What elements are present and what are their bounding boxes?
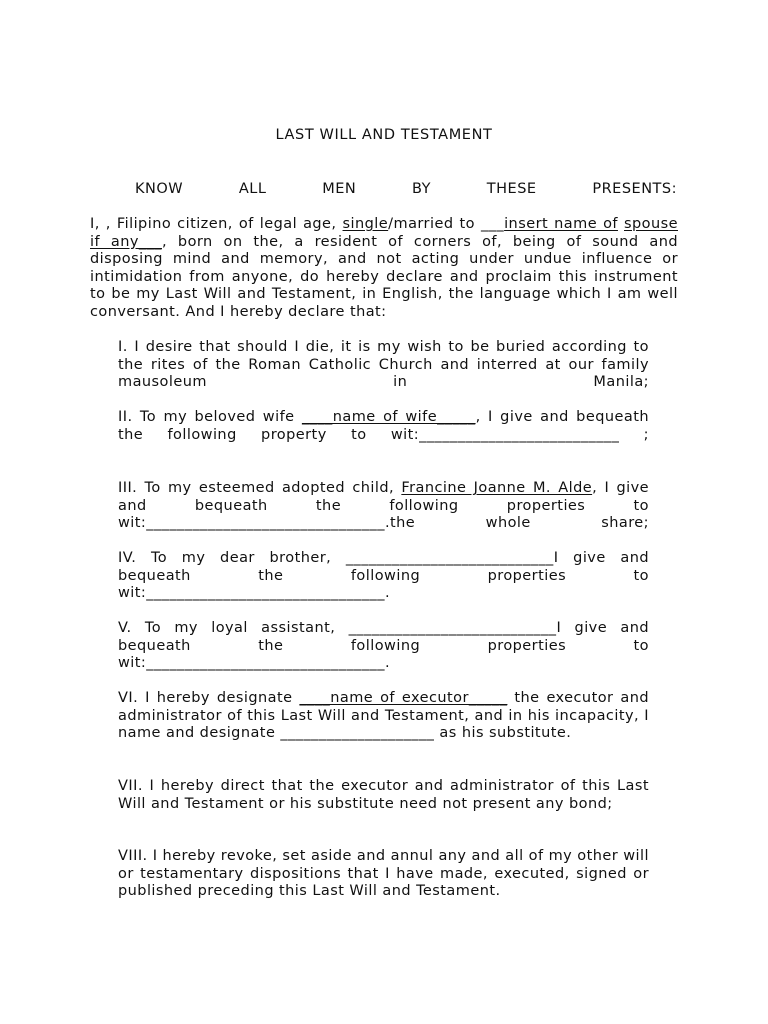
spouse-blank: spouse if any___	[90, 216, 678, 250]
know-word: KNOW	[135, 181, 184, 197]
item-text: VIII. I hereby revoke, set aside and annul any and all of my other will or testamentary dispositions that I have made, executed, signed or published preceding this Last Will and Testament.	[118, 848, 649, 899]
item-viii	[118, 848, 649, 901]
item-iv	[118, 550, 649, 603]
intro-text: , born on the, a resident of corners of, being of sound and disposing mind and memory, and not acting under undue influence or intimidation from anyone, do hereby declare and proclaim this instrument to be my Last Will and Testament, in English, the language which I am well conversant. And I hereby declare that:	[90, 233, 678, 320]
wife-blank: ____name of wife_____	[301, 409, 476, 425]
item-text: VI. I hereby designate	[118, 690, 300, 706]
item-text: III. To my esteemed adopted child,	[118, 480, 402, 496]
item-text: , I give and bequeath the following properties to wit:_______________________________.the whole share;	[118, 480, 649, 531]
intro-paragraph	[90, 216, 678, 321]
item-text: IV. To my dear brother,	[118, 550, 346, 566]
know-all-men-line	[135, 181, 677, 197]
single-underlined: single	[342, 216, 389, 232]
intro-text: I, , Filipino citizen, of legal age,	[90, 216, 343, 232]
item-v	[118, 620, 649, 673]
know-word: MEN	[322, 181, 357, 197]
brother-blank: ___________________________	[345, 550, 554, 566]
child-name: Francine Joanne M. Alde	[401, 480, 593, 496]
know-word: BY	[412, 181, 432, 197]
executor-blank: ____name of executor_____	[299, 690, 508, 706]
know-word: THESE	[486, 181, 537, 197]
know-word: ALL	[238, 181, 267, 197]
item-text: as his substitute.	[434, 725, 572, 741]
intro-text: /married to ___	[388, 216, 505, 232]
item-text: II. To my beloved wife	[118, 409, 302, 425]
item-text: I give and bequeath the following properties to wit:_______________________________.	[118, 620, 650, 671]
item-i	[118, 339, 649, 392]
substitute-blank: ____________________	[280, 725, 435, 741]
know-word: PRESENTS:	[592, 181, 677, 197]
item-text: I. I desire that should I die, it is my wish to be buried according to the rites of the Roman Catholic Church and interred at our family mausoleum in Manila;	[118, 339, 649, 390]
item-text: V. To my loyal assistant,	[118, 620, 349, 636]
item-vi	[118, 690, 649, 743]
item-text: the executor and administrator of this Last Will and Testament, and in his incapacity, I name and designate	[118, 690, 650, 741]
item-vii	[118, 778, 649, 813]
document-title: LAST WILL AND TESTAMENT	[275, 127, 493, 143]
spouse-blank: insert name of	[504, 216, 618, 232]
assistant-blank: ___________________________	[348, 620, 557, 636]
item-ii	[118, 409, 649, 444]
item-text: , I give and bequeath the following property to wit:__________________________ ;	[118, 409, 649, 443]
item-iii	[118, 480, 649, 533]
item-text: VII. I hereby direct that the executor and administrator of this Last Will and Testament or his substitute need not present any bond;	[118, 778, 649, 812]
item-text: I give and bequeath the following properties to wit:_______________________________.	[118, 550, 649, 601]
